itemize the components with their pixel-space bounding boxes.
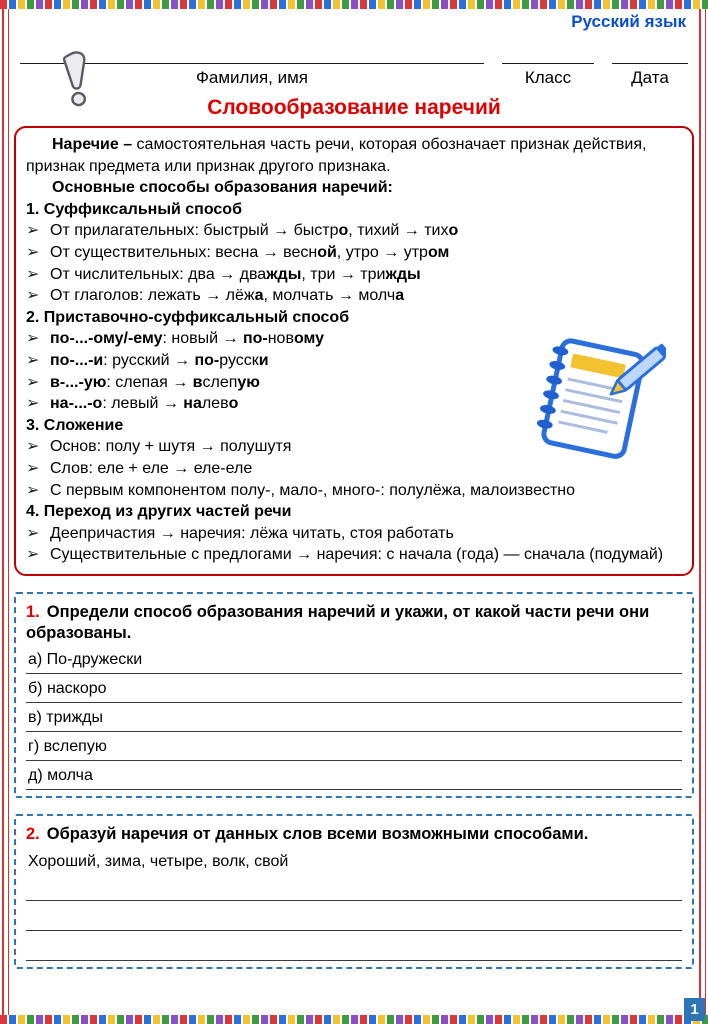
exercise-1-heading bbox=[26, 602, 682, 645]
answer-line[interactable]: д) молча bbox=[26, 761, 682, 790]
bullet-arrow-icon: ➢ bbox=[26, 330, 40, 348]
theory-line-text: Деепричастия → наречия: лёжа читать, стоя работать bbox=[50, 524, 454, 542]
theory-line-text: 2. Приставочно-суффиксальный способ bbox=[26, 308, 350, 326]
theory-line-text: 3. Сложение bbox=[26, 416, 124, 434]
exercise-1 bbox=[14, 592, 694, 798]
theory-line bbox=[26, 523, 682, 545]
date-label: Дата bbox=[631, 68, 669, 87]
theory-line-text: От прилагательных: быстрый → быстро, тихий → тихо bbox=[50, 222, 459, 240]
theory-line bbox=[26, 177, 682, 199]
answer-line[interactable]: в) трижды bbox=[26, 703, 682, 732]
exercise2-blanks bbox=[26, 871, 682, 961]
decorative-edge-right bbox=[699, 9, 706, 1015]
theory-line bbox=[26, 264, 682, 286]
theory-line-text: по-...-и: русский → по-русски bbox=[50, 351, 269, 369]
theory-line-text: От числительных: два → дважды, три → трижды bbox=[50, 265, 421, 283]
theory-line-text: Существительные с предлогами → наречия: с начала (года) — сначала (подумай) bbox=[50, 546, 664, 564]
bullet-arrow-icon: ➢ bbox=[26, 459, 40, 477]
bullet-arrow-icon: ➢ bbox=[26, 524, 40, 542]
bullet-arrow-icon: ➢ bbox=[26, 481, 40, 499]
decorative-edge-left bbox=[2, 9, 9, 1015]
exercise-2-words: Хороший, зима, четыре, волк, свой bbox=[28, 853, 289, 871]
theory-line bbox=[26, 242, 682, 264]
exercise-2 bbox=[14, 814, 694, 969]
decorative-border-top bbox=[0, 0, 708, 9]
bullet-arrow-icon: ➢ bbox=[26, 222, 40, 240]
bullet-arrow-icon: ➢ bbox=[26, 287, 40, 305]
answer-line[interactable]: б) наскоро bbox=[26, 674, 682, 703]
exercise-2-number: 2. bbox=[26, 824, 40, 843]
page-number: 1 bbox=[684, 998, 705, 1021]
theory-line bbox=[26, 285, 682, 307]
theory-line-text: по-...-ому/-ему: новый → по-новому bbox=[50, 330, 325, 348]
date-field-line[interactable] bbox=[612, 48, 688, 64]
theory-line bbox=[26, 544, 682, 566]
subject-title: Русский язык bbox=[571, 12, 686, 31]
header-fields bbox=[20, 48, 688, 64]
header-labels bbox=[20, 68, 688, 88]
theory-box bbox=[14, 126, 694, 576]
bullet-arrow-icon: ➢ bbox=[26, 351, 40, 369]
bullet-arrow-icon: ➢ bbox=[26, 373, 40, 391]
theory-line-text: Слов: еле + еле → еле-еле bbox=[50, 459, 253, 477]
exercise1-items bbox=[26, 645, 682, 790]
answer-line[interactable]: а) По-дружески bbox=[26, 645, 682, 674]
answer-line[interactable]: г) вслепую bbox=[26, 732, 682, 761]
bullet-arrow-icon: ➢ bbox=[26, 546, 40, 564]
bullet-arrow-icon: ➢ bbox=[26, 438, 40, 456]
theory-line bbox=[26, 480, 682, 502]
notebook-pen-illustration bbox=[514, 324, 666, 474]
exclamation-icon bbox=[56, 50, 100, 108]
theory-line-text: С первым компонентом полу-, мало-, много-: полулёжа, малоизвестно bbox=[50, 481, 576, 499]
exercise-1-number: 1. bbox=[26, 602, 40, 621]
blank-write-line[interactable] bbox=[26, 871, 682, 901]
theory-line-text: Основные способы образования наречий: bbox=[52, 179, 393, 197]
decorative-border-bottom bbox=[0, 1015, 708, 1024]
bullet-arrow-icon: ➢ bbox=[26, 265, 40, 283]
class-field-line[interactable] bbox=[502, 48, 594, 64]
blank-write-line[interactable] bbox=[26, 931, 682, 961]
theory-line-text: в-...-ую: слепая → вслепую bbox=[50, 373, 260, 391]
bullet-arrow-icon: ➢ bbox=[26, 243, 40, 261]
theory-line bbox=[26, 501, 682, 523]
theory-line-text: 1. Суффиксальный способ bbox=[26, 200, 242, 218]
page-title: Словообразование наречий bbox=[207, 96, 501, 119]
theory-line bbox=[26, 220, 682, 242]
exercise-1-heading-text: Определи способ образования наречий и укажи, от какой части речи они образованы. bbox=[26, 602, 650, 643]
theory-line bbox=[26, 134, 682, 177]
exercise-2-heading bbox=[26, 824, 682, 845]
bullet-arrow-icon: ➢ bbox=[26, 395, 40, 413]
exercise-2-heading-text: Образуй наречия от данных слов всеми возможными способами. bbox=[46, 824, 589, 843]
theory-line bbox=[26, 199, 682, 221]
blank-write-line[interactable] bbox=[26, 901, 682, 931]
theory-line-text: Основ: полу + шутя → полушутя bbox=[50, 438, 292, 456]
name-label: Фамилия, имя bbox=[195, 68, 309, 87]
theory-line-text: 4. Переход из других частей речи bbox=[26, 503, 292, 521]
theory-line-text: Наречие – самостоятельная часть речи, которая обозначает признак действия, признак предмета или признак другого признака. bbox=[26, 136, 647, 175]
theory-line-text: От глаголов: лежать → лёжа, молчать → молча bbox=[50, 287, 405, 305]
class-label: Класс bbox=[524, 68, 572, 87]
theory-line-text: на-...-о: левый → налево bbox=[50, 395, 239, 413]
theory-line-text: От существительных: весна → весной, утро → утром bbox=[50, 243, 450, 261]
